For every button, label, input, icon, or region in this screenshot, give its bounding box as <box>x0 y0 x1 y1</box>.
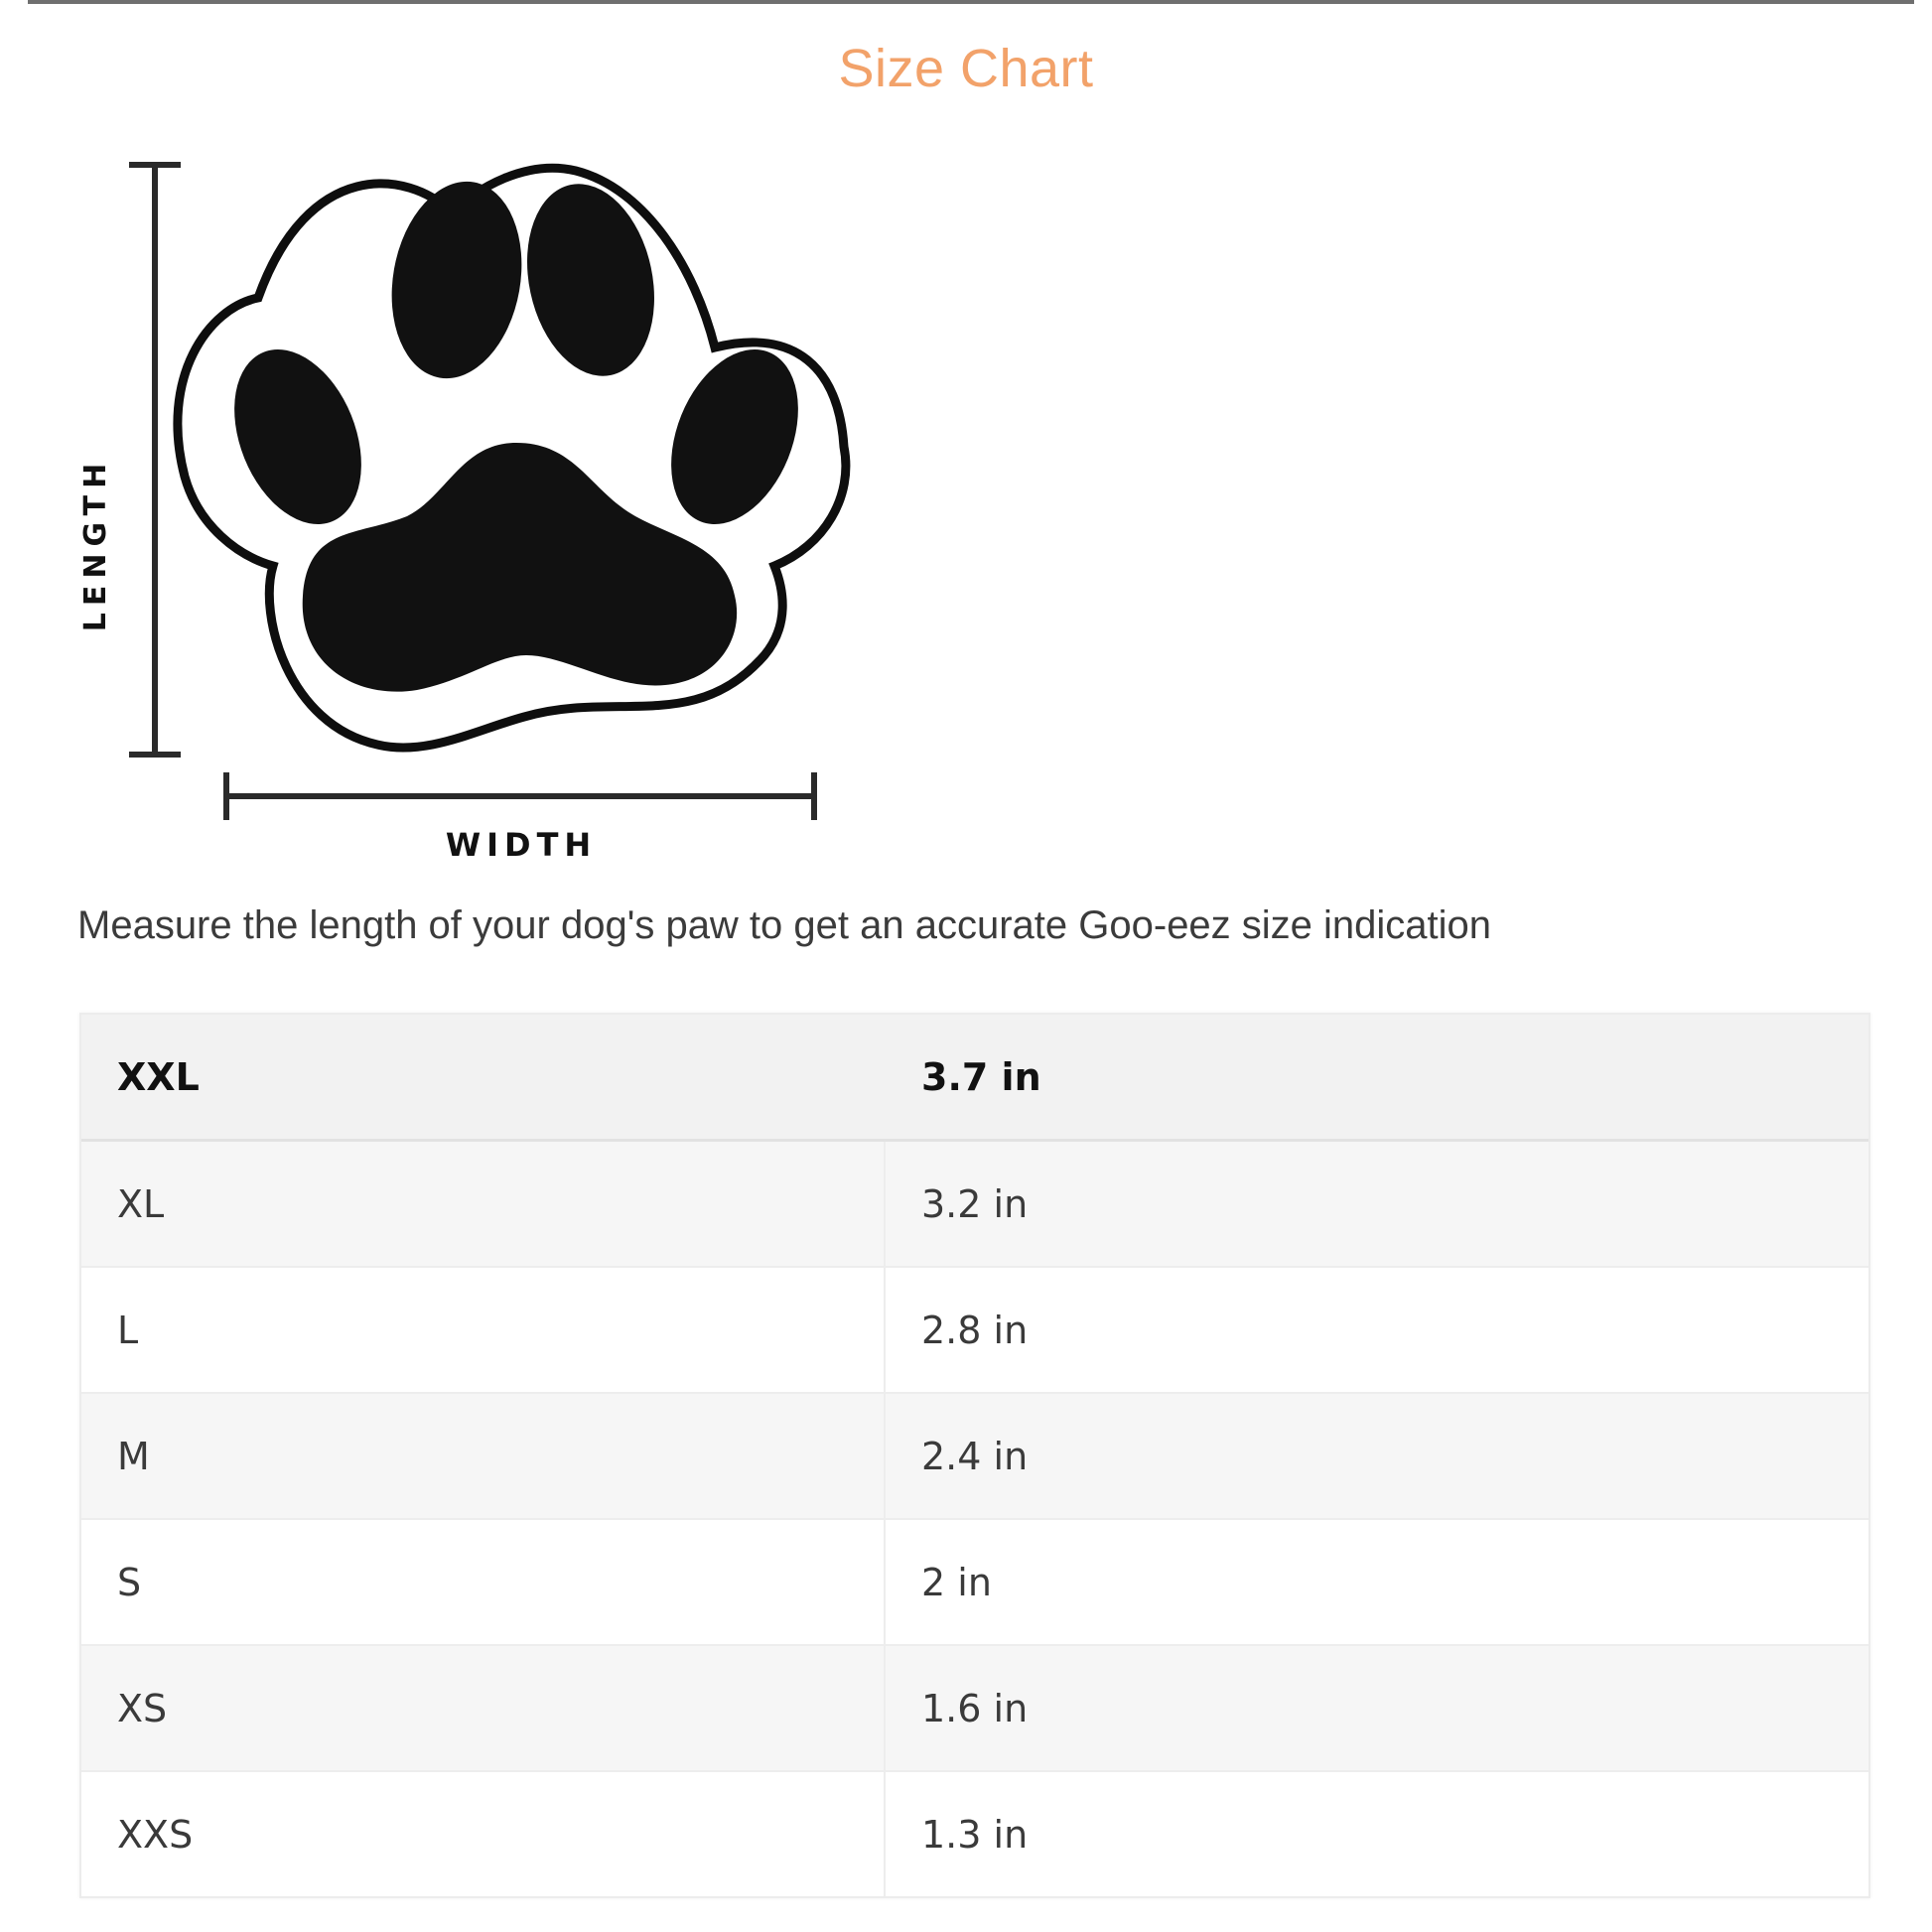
table-row <box>81 1772 1868 1896</box>
table-cell-size: XXS <box>81 1772 886 1896</box>
width-label: WIDTH <box>445 826 598 864</box>
table-cell-length: 2.8 in <box>921 1308 1029 1352</box>
table-cell-size: M <box>81 1394 886 1518</box>
length-dimension-line <box>129 165 181 755</box>
table-row <box>81 1268 1868 1394</box>
table-row <box>81 1646 1868 1772</box>
table-cell-size: XS <box>81 1646 886 1770</box>
table-cell-length: 1.6 in <box>921 1686 1029 1730</box>
table-header-row <box>81 1015 1868 1142</box>
table-cell-length: 3.7 in <box>921 1054 1041 1099</box>
length-label: LENGTH <box>78 456 113 632</box>
measurement-instruction: Measure the length of your dog's paw to get an accurate Goo-eez size indication <box>77 903 1492 947</box>
table-cell-length: 3.2 in <box>921 1181 1029 1226</box>
paw-print-icon <box>178 168 846 748</box>
top-divider <box>28 0 1914 4</box>
width-dimension-line <box>226 772 814 820</box>
table-cell-length: 1.3 in <box>921 1812 1029 1857</box>
table-cell-size: XL <box>81 1142 886 1266</box>
table-row <box>81 1142 1868 1268</box>
table-cell-size: XXL <box>117 1054 200 1099</box>
paw-measurement-diagram <box>60 149 874 874</box>
table-cell-length: 2.4 in <box>921 1434 1029 1478</box>
table-row <box>81 1520 1868 1646</box>
size-table <box>79 1013 1870 1898</box>
table-row <box>81 1394 1868 1520</box>
table-cell-size: L <box>81 1268 886 1392</box>
page-title: Size Chart <box>838 39 1094 98</box>
table-cell-length: 2 in <box>921 1560 992 1604</box>
table-cell-size: S <box>81 1520 886 1644</box>
